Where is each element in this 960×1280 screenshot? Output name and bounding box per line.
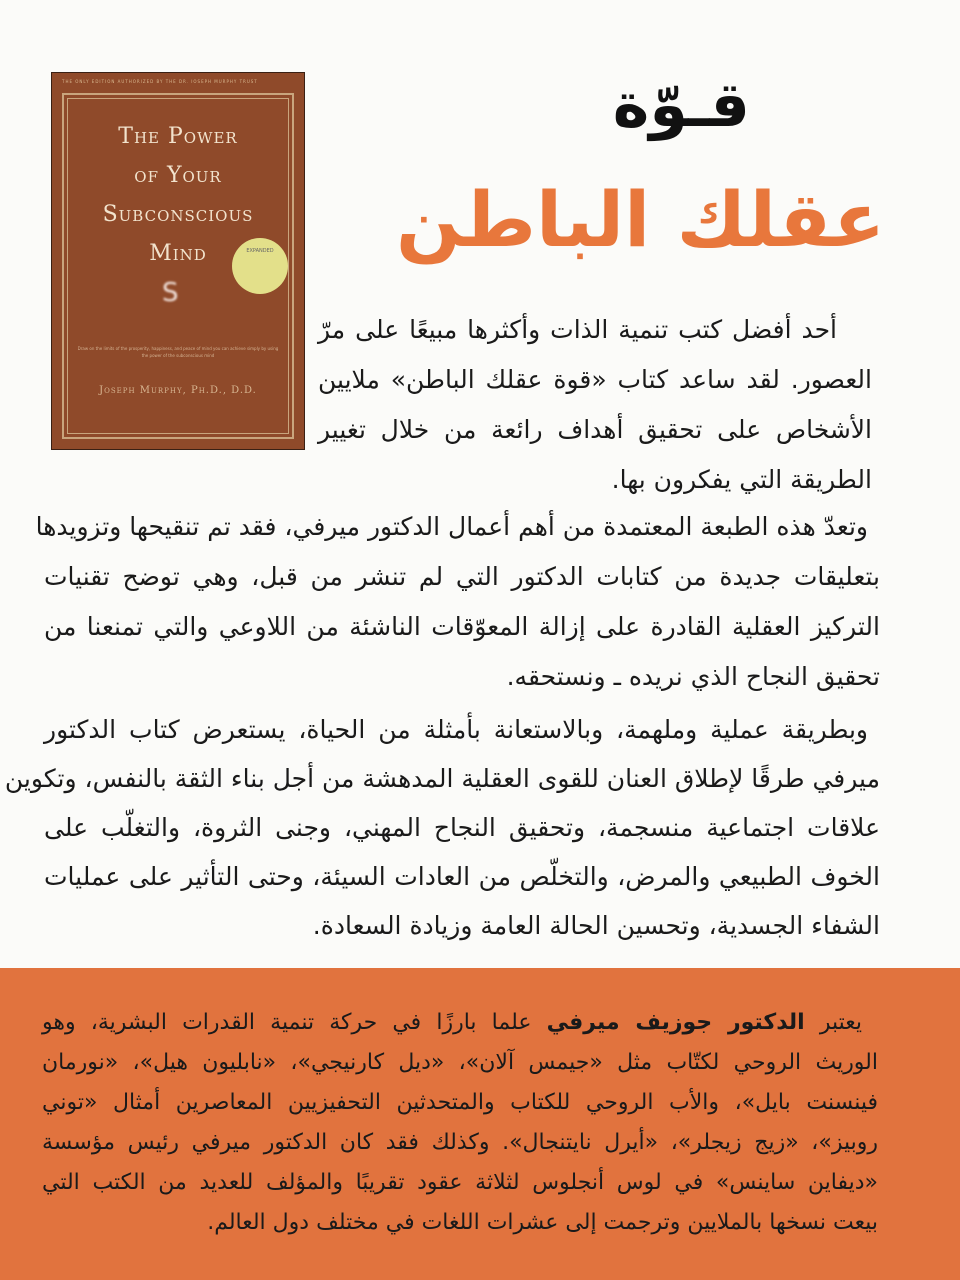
book-cover-image [52,73,304,449]
cover-badge: EXPANDED [232,238,288,294]
text-line: الأشخاص على تحقيق أهداف رائعة من خلال تغيير [318,415,872,444]
cover-author: Joseph Murphy, Ph.D., D.D. [99,385,257,396]
text-line [42,1003,862,1043]
text-line: وبطريقة عملية وملهمة، وبالاستعانة بأمثلة من الحياة، يستعرض كتاب الدكتور [44,715,868,744]
title-line-1: قـوّة [612,68,750,141]
paragraph-edition [35,502,880,702]
text-line: بتعليقات جديدة من كتابات الدكتور التي لم تنشر من قبل، وهي توضح تقنيات [44,562,880,591]
bio-prefix: يعتبر [819,1010,863,1035]
text-line: روبيز»، «زيج زيجلر»، «أيرل نايتنجال». وكذلك فقد كان الدكتور ميرفي رئيس مؤسسة [42,1130,878,1155]
paragraph-methods [4,705,880,950]
text-line: «ديفاين ساينس» في لوس أنجلوس لثلاثة عقود تقريبًا والمؤلف للعديد من الكتب التي [42,1170,878,1195]
author-bio-text [42,1003,878,1243]
text-line: فينسنت بايل»، والأب الروحي للكتاب والمتحدثين التحفيزيين المعاصرين أمثال «توني [42,1090,878,1115]
text-line: تحقيق النجاح الذي نريده ـ ونستحقه. [506,662,880,691]
cover-tagline: Draw on the limits of the prosperity, happiness, and peace of mind you can achieve simply by using the power of the subconscious mind [77,346,279,358]
text-line: ميرفي طرقًا لإطلاق العنان للقوى العقلية المدهشة من أجل بناء الثقة بالنفس، وتكوين [4,764,880,793]
bio-suffix: علما بارزًا في حركة تنمية القدرات البشرية، وهو [42,1010,532,1035]
text-line: الخوف الطبيعي والمرض، والتخلّص من العادات السيئة، وحتى التأثير على عمليات [44,862,880,891]
cover-emblem-icon: S [162,278,179,308]
cover-title-line: The Power [118,124,238,149]
text-line: الوريث الروحي لكتّاب مثل «جيمس آلان»، «ديل كارنيجي»، «نابليون هيل»، «نورمان [42,1050,878,1075]
text-line: الطريقة التي يفكرون بها. [611,465,872,494]
title-line-2: عقلك الباطن [396,175,885,264]
cover-top-line: THE ONLY EDITION AUTHORIZED BY THE DR. JOSEPH MURPHY TRUST [62,79,258,83]
paragraph-intro [318,305,872,505]
text-line: العصور. لقد ساعد كتاب «قوة عقلك الباطن» ملايين [318,365,872,394]
cover-title-line: Subconscious [102,202,254,227]
author-name: الدكتور جوزيف ميرفي [546,1010,805,1035]
text-line: أحد أفضل كتب تنمية الذات وأكثرها مبيعًا على مرّ [318,315,837,344]
text-line: بيعت نسخها بالملايين وترجمت إلى عشرات اللغات في مختلف دول العالم. [207,1210,878,1235]
cover-title-line: Mind [149,241,207,266]
text-line: الشفاء الجسدية، وتحسين الحالة العامة وزيادة السعادة. [312,911,880,940]
text-line: وتعدّ هذه الطبعة المعتمدة من أهم أعمال الدكتور ميرفي، فقد تم تنقيحها وتزويدها [35,512,868,541]
text-line: علاقات اجتماعية منسجمة، وتحقيق النجاح المهني، وجنى الثروة، والتغلّب على [44,813,880,842]
text-line: التركيز العقلية القادرة على إزالة المعوّقات الناشئة من اللاوعي والتي تمنعنا من [44,612,880,641]
cover-title-line: of Your [134,163,222,188]
